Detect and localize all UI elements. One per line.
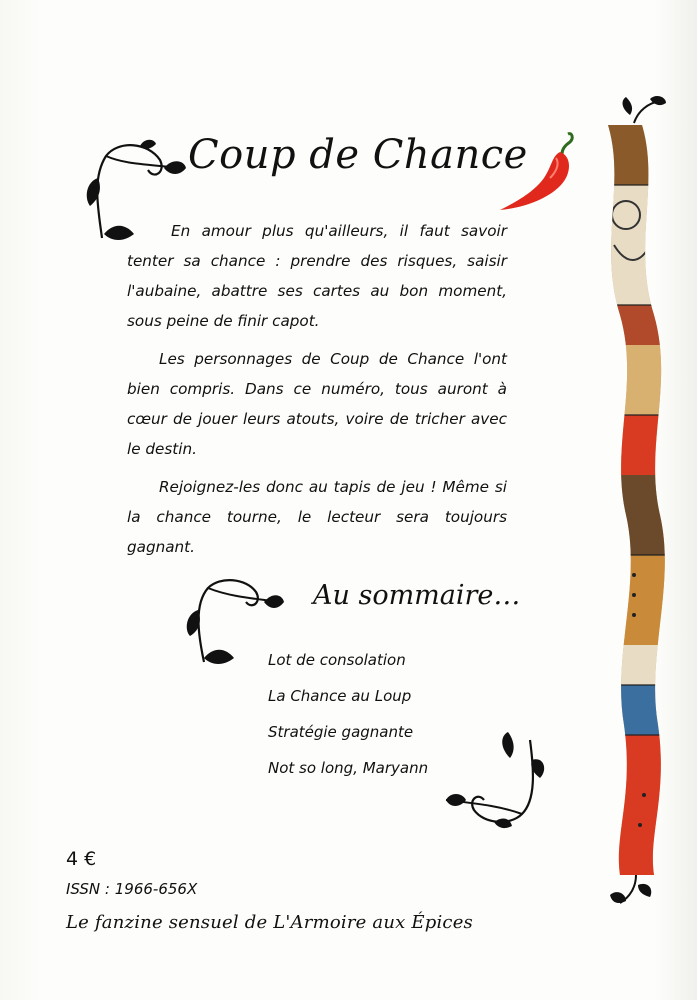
red-chili-pepper-icon: [498, 130, 578, 212]
intro-text: [127, 216, 507, 570]
toc-item: Lot de consolation: [268, 651, 406, 669]
toc-item: Stratégie gagnante: [268, 723, 414, 741]
sommaire-title: Au sommaire…: [313, 580, 521, 611]
intro-paragraph-3: Rejoignez-les donc au tapis de jeu ! Même si la chance tourne, le lecteur sera toujours gagnant.: [127, 478, 507, 556]
vine-flourish-bottom-right-icon: [440, 730, 550, 830]
issn: ISSN : 1966-656X: [66, 880, 198, 898]
intro-paragraph-2: Les personnages de Coup de Chance l'ont bien compris. Dans ce numéro, tous auront à cœur de jouer leurs atouts, voire de tricher avec le destin.: [127, 350, 507, 458]
page-title: Coup de Chance: [188, 132, 528, 178]
toc-item: La Chance au Loup: [268, 687, 412, 705]
table-of-contents: [268, 648, 428, 792]
price: 4 €: [66, 848, 97, 870]
illustrated-wavy-ribbon: [590, 95, 670, 915]
intro-paragraph-1: En amour plus qu'ailleurs, il faut savoir tenter sa chance : prendre des risques, saisir l'aubaine, abattre ses cartes au bon moment, sous peine de finir capot.: [127, 222, 507, 330]
tagline: Le fanzine sensuel de L'Armoire aux Épices: [66, 912, 473, 933]
toc-item: Not so long, Maryann: [268, 759, 429, 777]
